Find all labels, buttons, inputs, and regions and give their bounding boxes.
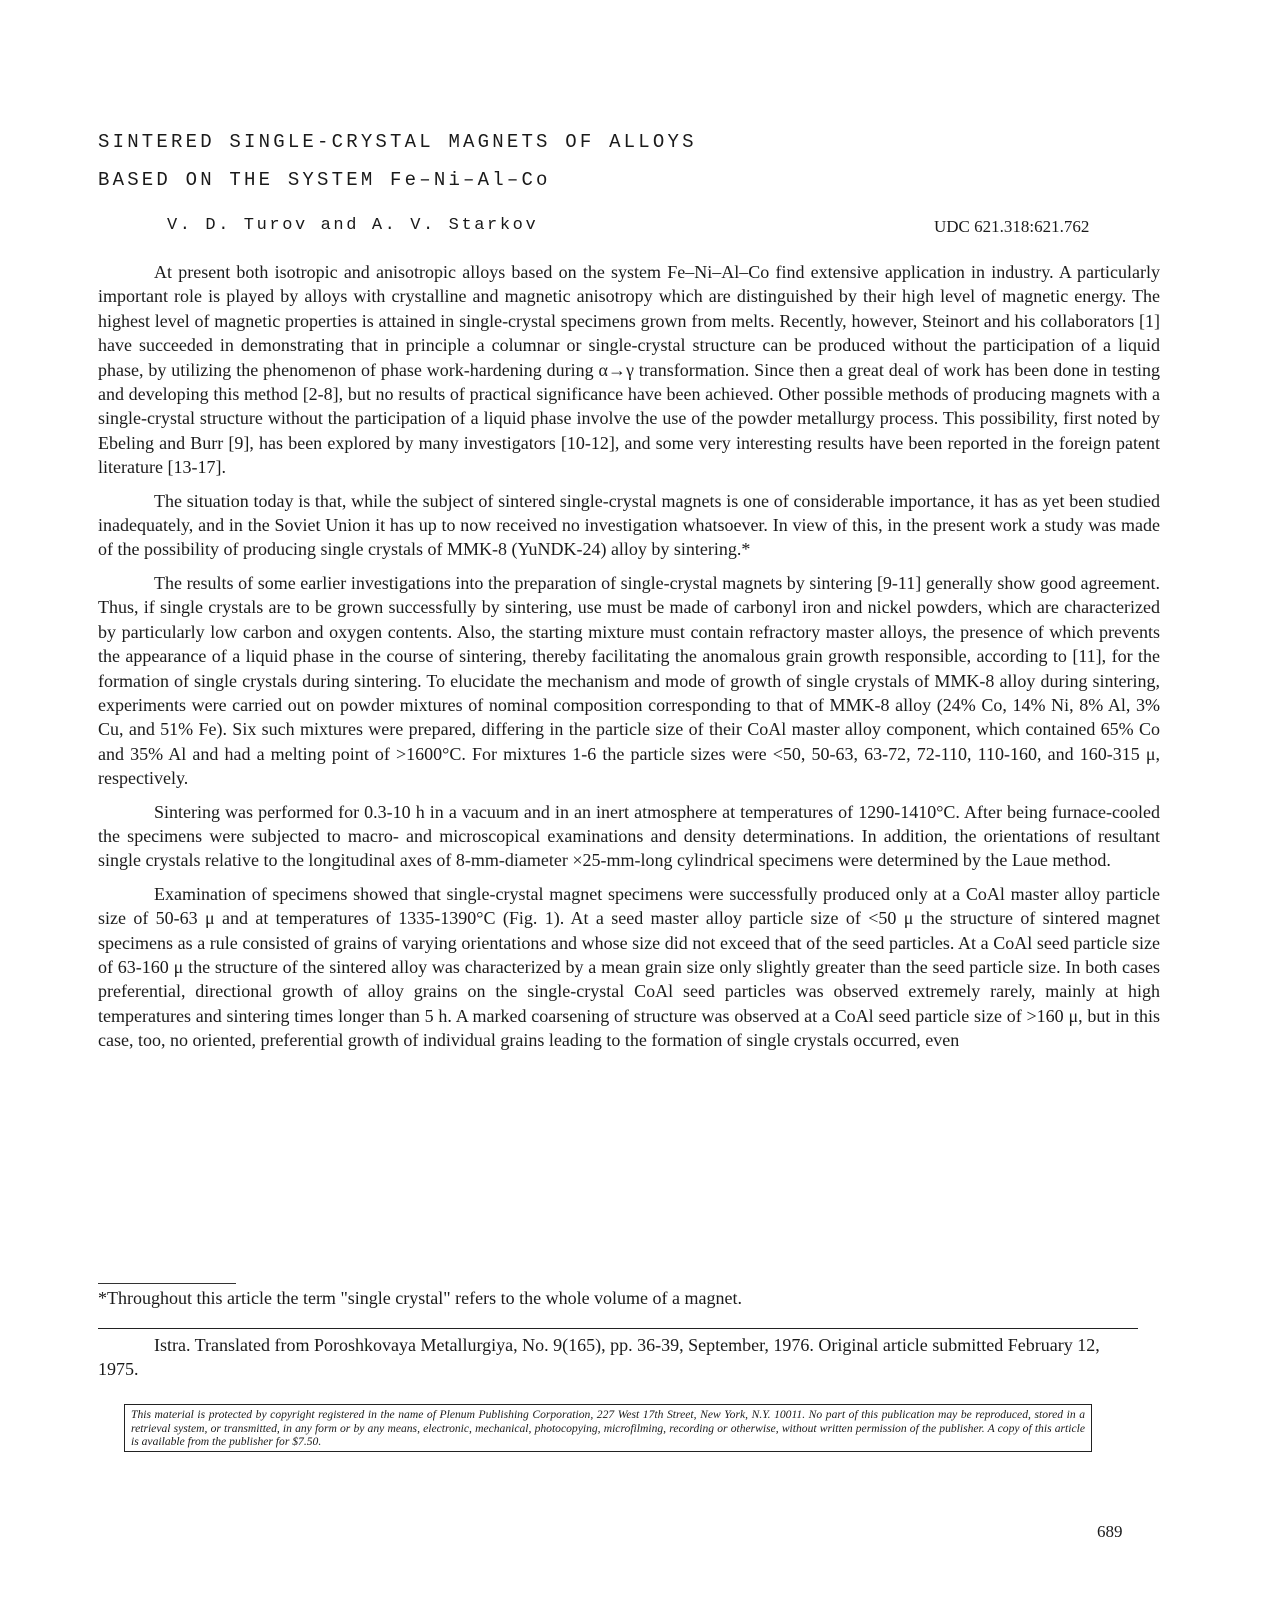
authors: V. D. Turov and A. V. Starkov <box>167 216 539 235</box>
udc-code: UDC 621.318:621.762 <box>934 217 1090 236</box>
source-divider <box>98 1328 1138 1329</box>
paragraph: Examination of specimens showed that single-crystal magnet specimens were successfully produced only at a CoAl master alloy particle size of 50-63 μ and at temperatures of 1335-1390°C (Fig. 1). At a seed master alloy particle size of <50 μ the structure of sintered magnet specimens as a rule consisted of grains of varying orientations and whose size did not exceed that of the seed particles. At a CoAl seed particle size of 63-160 μ the structure of the sintered alloy was characterized by a mean grain size only slightly greater than the seed particle size. In both cases preferential, directional growth of alloy grains on the single-crystal CoAl seed particles was observed extremely rarely, mainly at high temperatures and sintering times longer than 5 h. A marked coarsening of structure was observed at a CoAl seed particle size of >160 μ, but in this case, too, no oriented, preferential growth of individual grains leading to the formation of single crystals occurred, even <box>98 883 1160 1051</box>
paragraph: At present both isotropic and anisotropic alloys based on the system Fe–Ni–Al–Co find extensive application in industry. A particularly important role is played by alloys with crystalline and magnetic anisotropy which are distinguished by their high level of magnetic energy. The highest level of magnetic properties is attained in single-crystal specimens grown from melts. Recently, however, Steinort and his collaborators [1] have succeeded in demonstrating that in principle a columnar or single-crystal structure can be produced without the participation of a liquid phase, by utilizing the phenomenon of phase work-hardening during α→γ transformation. Since then a great deal of work has been done in testing and developing this method [2-8], but no results of practical significance have been achieved. Other possible methods of producing magnets with a single-crystal structure without the participation of a liquid phase involve the use of the powder metallurgy process. This possibility, first noted by Ebeling and Burr [9], has been explored by many investigators [10-12], and some very interesting results have been reported in the foreign patent literature [13-17]. <box>98 262 1160 478</box>
paragraph: The results of some earlier investigations into the preparation of single-crystal magnets by sintering [9-11] generally show good agreement. Thus, if single crystals are to be grown successfully by sintering, use must be made of carbonyl iron and nickel powders, which are characterized by particularly low carbon and oxygen contents. Also, the starting mixture must contain refractory master alloys, the presence of which prevents the appearance of a liquid phase in the course of sintering, thereby facilitating the anomalous grain growth responsible, according to [11], for the formation of single crystals during sintering. To elucidate the mechanism and mode of growth of single crystals of MMK-8 alloy during sintering, experiments were carried out on powder mixtures of nominal composition corresponding to that of MMK-8 alloy (24% Co, 14% Ni, 8% Al, 3% Cu, and 51% Fe). Six such mixtures were prepared, differing in the particle size of their CoAl master alloy component, which contained 65% Co and 35% Al and had a melting point of >1600°C. For mixtures 1-6 the particle sizes were <50, 50-63, 63-72, 72-110, 110-160, and 160-315 μ, respectively. <box>98 572 1160 789</box>
paragraph: Sintering was performed for 0.3-10 h in a vacuum and in an inert atmosphere at temperatures of 1290-1410°C. After being furnace-cooled the specimens were subjected to macro- and microscopical examinations and density determinations. In addition, the orientations of resultant single crystals relative to the longitudinal axes of 8-mm-diameter ×25-mm-long cylindrical specimens were determined by the Laue method. <box>98 801 1160 871</box>
title-line-1: SINTERED SINGLE-CRYSTAL MAGNETS OF ALLOYS <box>98 131 697 153</box>
copyright-notice: This material is protected by copyright registered in the name of Plenum Publishing Corporation, 227 West 17th Street, New York, N.Y. 10011. No part of this publication may be reproduced, stored in a retrieval system, or transmitted, in any form or by any means, electronic, mechanical, photocopying, microfilming, recording or otherwise, without written permission of the publisher. A copy of this article is available from the publisher for $7.50. <box>124 1404 1092 1452</box>
page-number: 689 <box>1097 1522 1123 1541</box>
article-body <box>98 260 1160 1062</box>
paragraph: The situation today is that, while the subject of sintered single-crystal magnets is one of considerable importance, it has as yet been studied inadequately, and in the Soviet Union it has up to now received no investigation whatsoever. In view of this, in the present work a study was made of the possibility of producing single crystals of MMK-8 (YuNDK-24) alloy by sintering.* <box>98 490 1160 560</box>
footnote: *Throughout this article the term "single crystal" refers to the whole volume of a magnet. <box>98 1288 743 1308</box>
source-note: Istra. Translated from Poroshkovaya Metallurgiya, No. 9(165), pp. 36-39, September, 1976. Original article submitted February 12, 1975. <box>98 1335 1100 1379</box>
title-line-2: BASED ON THE SYSTEM Fe–Ni–Al–Co <box>98 169 551 191</box>
footnote-divider <box>98 1283 236 1284</box>
